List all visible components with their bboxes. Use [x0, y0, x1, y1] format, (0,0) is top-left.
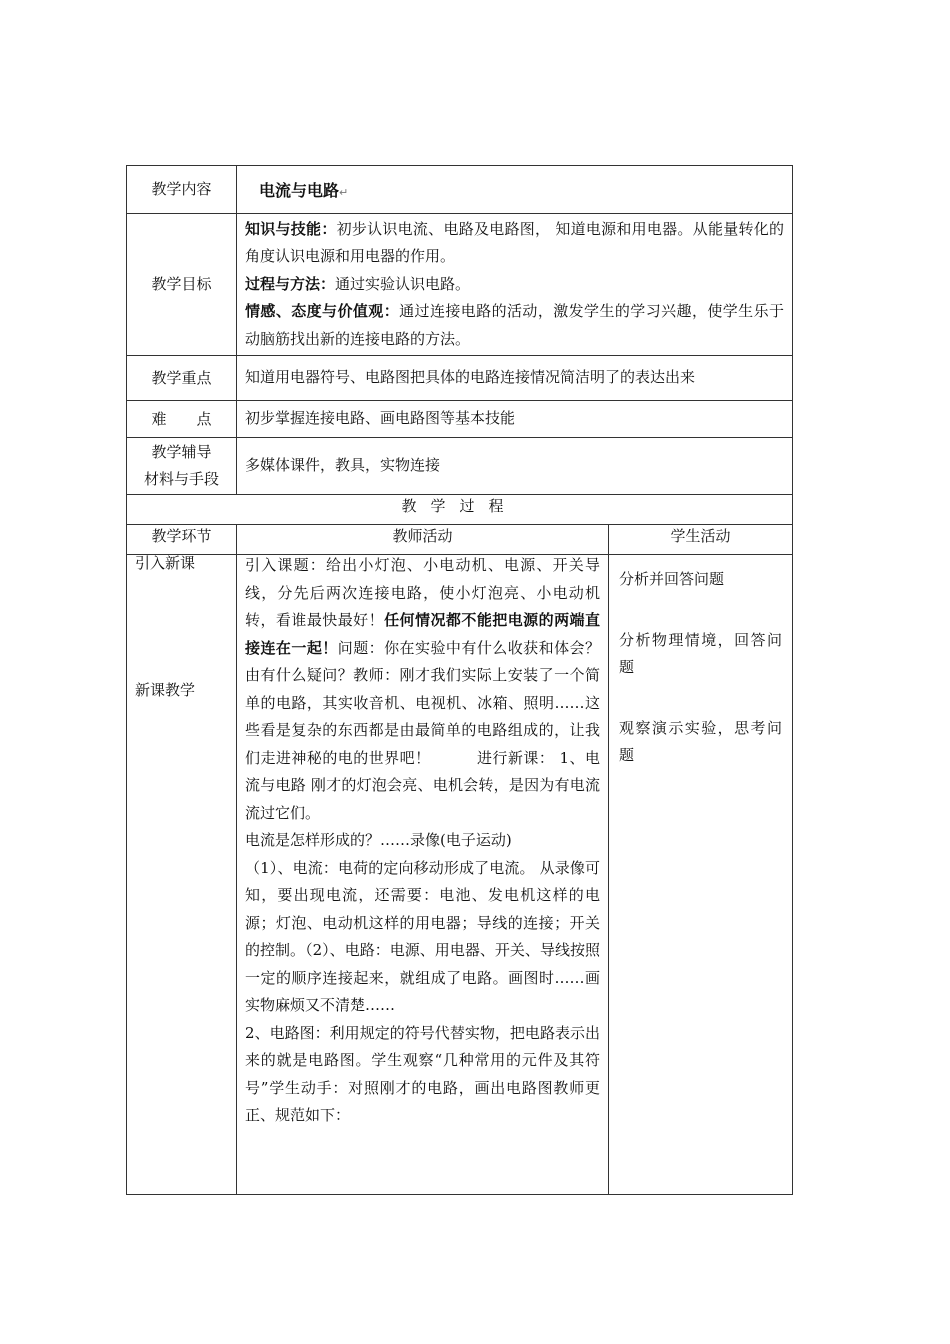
student-activity-1: 分析并回答问题 [619, 570, 725, 588]
teacher-p1-b: 问题：你在实验中有什么收获和体会？由有什么疑问？教师：刚才我们实际上安装了一个简单的电路，其实收音机、电视机、冰箱、照明……这些看是复杂的东西都是由最简单的电路组成的，让我们走进神秘的电的世界吧！ 进行新课： 1、电流与电路 刚才的灯泡会亮、电机会转，是因为有电流流过它们。 [245, 638, 600, 822]
goal-process-text: 通过实验认识电路。 [335, 274, 471, 293]
paragraph-mark-icon: ↵ [339, 186, 349, 199]
teacher-p1-a: 引入课题：给出小灯泡、小电动机、电源、开关导线，分先后两次连接电路，使小灯泡亮、小电动机转，看谁最快最好！ [245, 556, 600, 629]
aids-label-line2: 材料与手段 [143, 470, 219, 488]
goal-knowledge-title: 知识与技能： [245, 219, 337, 238]
lesson-title-text: 电流与电路 [259, 181, 340, 200]
teacher-p1-bold: 任何情况都不能把电源的两端直接连在一起！ [245, 611, 600, 657]
goal-knowledge-text: 初步认识电流、电路及电路图， 知道电源和用电器。从能量转化的角度认识电源和用电器的作用。 [245, 219, 785, 266]
teacher-paragraph-3: （1）、电流：电荷的定向移动形成了电流。 从录像可知，要出现电流，还需要：电池、发电机这样的电源；灯泡、电动机这样的用电器；导线的连接；开关的控制。（2）、电路：电源、用电器、开关、导线按照一定的顺序连接起来，就组成了电路。画图时……画实物麻烦又不清楚…… [245, 858, 600, 1014]
aids-row [127, 438, 793, 495]
col-header-teacher: 教师活动 [237, 525, 609, 555]
lesson-plan-table [126, 165, 793, 1195]
goals-label: 教学目标 [127, 214, 237, 356]
lesson-title [237, 166, 793, 214]
goal-knowledge [245, 216, 784, 271]
content-label: 教学内容 [127, 166, 237, 214]
aids-text: 多媒体课件，教具，实物连接 [237, 438, 793, 495]
key-point-text: 知道用电器符号、电路图把具体的电路连接情况简洁明了的表达出来 [237, 356, 793, 401]
process-body-row [127, 555, 793, 1195]
goal-emotion-text: 通过连接电路的活动，激发学生的学习兴趣，使学生乐于动脑筋找出新的连接电路的方法。 [245, 302, 784, 348]
aids-label-line1: 教学辅导 [151, 443, 212, 461]
process-section-row [127, 495, 793, 525]
student-activity-2: 分析物理情境，回答问题 [619, 631, 783, 676]
goals-row [127, 214, 793, 356]
stage-cell [127, 555, 237, 1195]
process-section-title: 教学过程 [127, 495, 793, 525]
stage-new-lesson: 新课教学 [135, 681, 196, 699]
stage-intro: 引入新课 [135, 554, 196, 572]
difficulty-row [127, 401, 793, 438]
difficulty-label: 难 点 [127, 401, 237, 438]
content-row [127, 166, 793, 214]
goal-emotion [245, 298, 784, 353]
goal-emotion-title: 情感、态度与价值观： [245, 302, 400, 321]
goals-content [237, 214, 793, 356]
student-activity-3: 观察演示实验，思考问题 [619, 719, 783, 764]
teacher-paragraph-2: 电流是怎样形成的？……录像(电子运动) [245, 831, 512, 849]
col-header-stage: 教学环节 [127, 525, 237, 555]
goal-process-title: 过程与方法： [245, 274, 336, 293]
teacher-paragraph-1 [245, 552, 600, 827]
key-point-label: 教学重点 [127, 356, 237, 401]
teacher-paragraph-4: 2、电路图：利用规定的符号代替实物，把电路表示出来的就是电路图。学生观察“几种常用的元件及其符号”学生动手：对照刚才的电路，画出电路图教师更正、规范如下： [245, 1023, 600, 1124]
key-point-row [127, 356, 793, 401]
teacher-activity-cell [237, 555, 609, 1195]
col-header-student: 学生活动 [609, 525, 793, 555]
difficulty-text: 初步掌握连接电路、画电路图等基本技能 [237, 401, 793, 438]
aids-label [127, 438, 237, 495]
student-activity-cell [609, 555, 793, 1195]
process-header-row [127, 525, 793, 555]
goal-process [245, 271, 784, 299]
